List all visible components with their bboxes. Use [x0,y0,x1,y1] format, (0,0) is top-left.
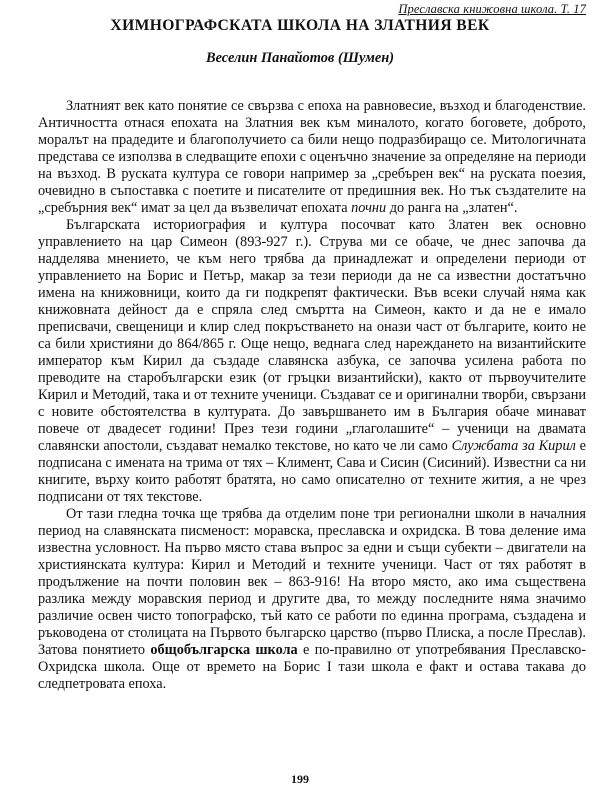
paragraph-text: От тази гледна точка ще трябва да отделим поне три регионални школи в началния период на славянската писменост: моравска, преславска и охридска. В това деление има известна условност. На първо място става въпрос за едни и същи субекти – двигатели на християнската култура: Кирил и Методий и техните ученици. Част от тях работят в продължение на почти половин век – 863-916! На второ място, ако има съществена разлика между моравския период и другите два, то между последните няма значимо различие освен чисто топографско, тъй като се работи по единна програма, създадена и ръководена от столицата на Първото българско царство (първо Плиска, а после Преслав). Затова понятието [38,506,586,658]
paragraph-text: Българската историография и култура посочват като Златен век основно управлението на цар Симеон (893-927 г.). Струва ми се обаче, че днес започва да надделява мнението, че към него трябва да принадлежат и определени периоди от управлението на Борис и Петър, макар за тези периоди да не са известни достатъчно имена на книжовници, които да ги подкрепят фактически. Във всеки случай няма как книжовната дейност да е спряла след смъртта на Симеон, както и да не е имало преписвачи, свещеници и клир след покръстването на онази част от българите, които не са били християни до 864/865 г. Още нещо, веднага след нареждането на византийските император към Кирил да създаде славянска азбука, се започва усилена работа по преводите на старобългарски език (от гръцки византийски), както от първоучителите Кирил и Методий, така и от техните ученици. Създават се и оригинални творби, свързани с новите обстоятелства в културата. До завършването им в България обаче минават повече от двадесет години! През тези години „глаголашите“ – ученици на двамата славянски апостоли, създават немалко текстове, но като че ли само [38,217,586,454]
bold-term: общобългарска школа [150,642,298,658]
paragraph-text: до ранга на „златен“. [386,200,518,216]
italic-term: почни [351,200,387,216]
article-title: ХИМНОГРАФСКАТА ШКОЛА НА ЗЛАТНИЯ ВЕК [110,17,490,34]
paragraph-3 [38,506,586,693]
paragraph-text: е подписана с имената на трима от тях – Климент, Сава и Сисин (Сисиний). Известни са ни книгите, върху които работят братята, но само описателно от техните жития, а не чрез подписани от тях текстове. [38,438,587,505]
paragraph-1 [38,98,586,217]
italic-title-reference: Службата за Кирил [451,438,576,454]
paragraph-text: Златният век като понятие се свързва с епоха на равновесие, възход и благоденствие. Античността отнася епохата на Златния век към миналото, когато боговете, доброто, моралът на прадедите и благополучието са били нещо подразбиращо се. Митологичната представа се използва в следващите епохи с оценъчно значение за определяне на периоди на възход. В руската култура се говори например за „сребърен век“ на руската поезия, очевидно в съпоставка с поетите и писателите от предишния век. Но тък създателите на „сребърния век“ имат за цел да възвеличат епохата [38,98,586,216]
running-head: Преславска книжовна школа. Т. 17 [398,2,586,16]
article-body [38,98,586,693]
paragraph-text: е по-правилно от употребявания Преславско-Охридска школа. Още от времето на Борис I тази школа е факт и остава такава до следпетровата епоха. [38,642,586,692]
article-author: Веселин Панайотов (Шумен) [205,50,395,66]
page-number: 199 [291,772,309,786]
paragraph-2 [38,217,586,506]
